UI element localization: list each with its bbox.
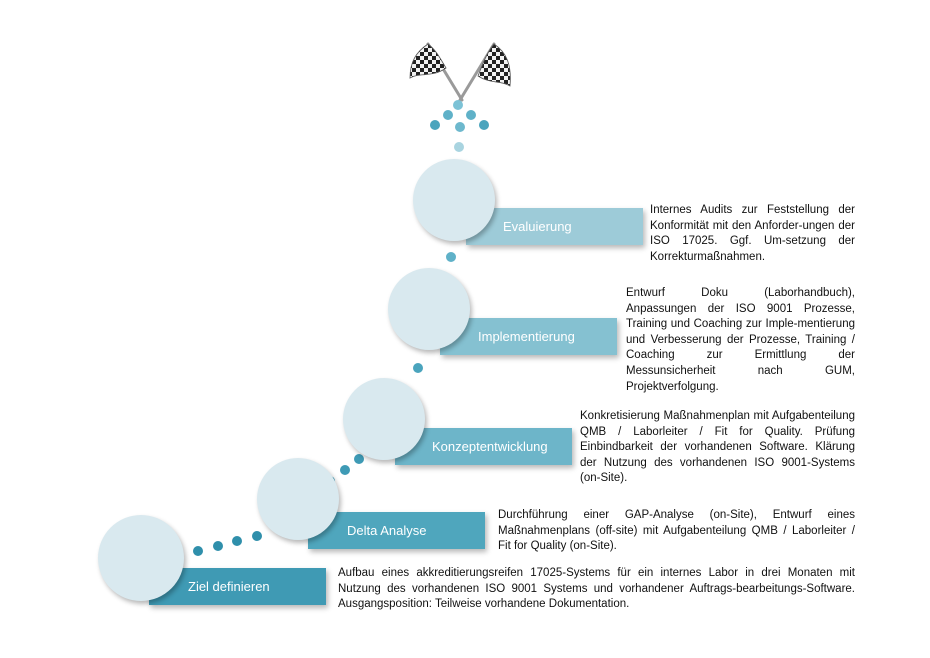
step-label: Delta Analyse: [347, 523, 427, 538]
path-dot: [213, 541, 223, 551]
path-dot: [453, 100, 463, 110]
step-description: Entwurf Doku (Laborhandbuch), Anpassungen der ISO 9001 Prozesse, Training und Coaching zur Imple-mentierung und Verbesserung der Prozesse, Training / Coaching zur Ermittlung der Messunsicherheit nach GUM, Projektverfolgung.: [626, 287, 855, 393]
path-dot: [454, 142, 464, 152]
path-dot: [455, 122, 465, 132]
step-circle: [343, 378, 425, 460]
step-label: Evaluierung: [503, 219, 572, 234]
step-description: Internes Audits zur Feststellung der Konformität mit den Anforder-ungen der ISO 17025. Ggf. Um-setzung der Korrekturmaßnahmen.: [650, 204, 855, 263]
path-dot: [446, 252, 456, 262]
step-description: Durchführung einer GAP-Analyse (on-Site), Entwurf eines Maßnahmenplans (off-site) mit Aufgabenteilung QMB / Laborleiter / Fit for Quality (on-Site).: [498, 509, 855, 553]
step-description: Konkretisierung Maßnahmenplan mit Aufgabenteilung QMB / Laborleiter / Fit for Quality. Prüfung Einbindbarkeit der vorhandenen Software. Klärung der Nutzung des vorhandenen ISO 9001-Systems (on-Site).: [580, 410, 855, 485]
step-circle: [388, 268, 470, 350]
step-label: Ziel definieren: [188, 579, 270, 594]
path-dot: [193, 546, 203, 556]
step-label: Implementierung: [478, 329, 575, 344]
path-dot: [232, 536, 242, 546]
step-description: Aufbau eines akkreditierungsreifen 17025-Systems für ein internes Labor in drei Monaten mit Nutzung des vorhandenen ISO 9001 Systems und vorhandener Auftrags-bearbeitungs-Software. Ausgangsposition: Teilweise vorhandene Dokumentation.: [338, 567, 855, 611]
step-label: Konzeptentwicklung: [432, 439, 548, 454]
path-dot: [340, 465, 350, 475]
path-dot: [466, 110, 476, 120]
path-dot: [413, 363, 423, 373]
step-circle: [413, 159, 495, 241]
step-circle: [257, 458, 339, 540]
step-circle: [98, 515, 184, 601]
path-dot: [430, 120, 440, 130]
path-dot: [354, 454, 364, 464]
path-dot: [443, 110, 453, 120]
path-dot: [252, 531, 262, 541]
path-dot: [479, 120, 489, 130]
